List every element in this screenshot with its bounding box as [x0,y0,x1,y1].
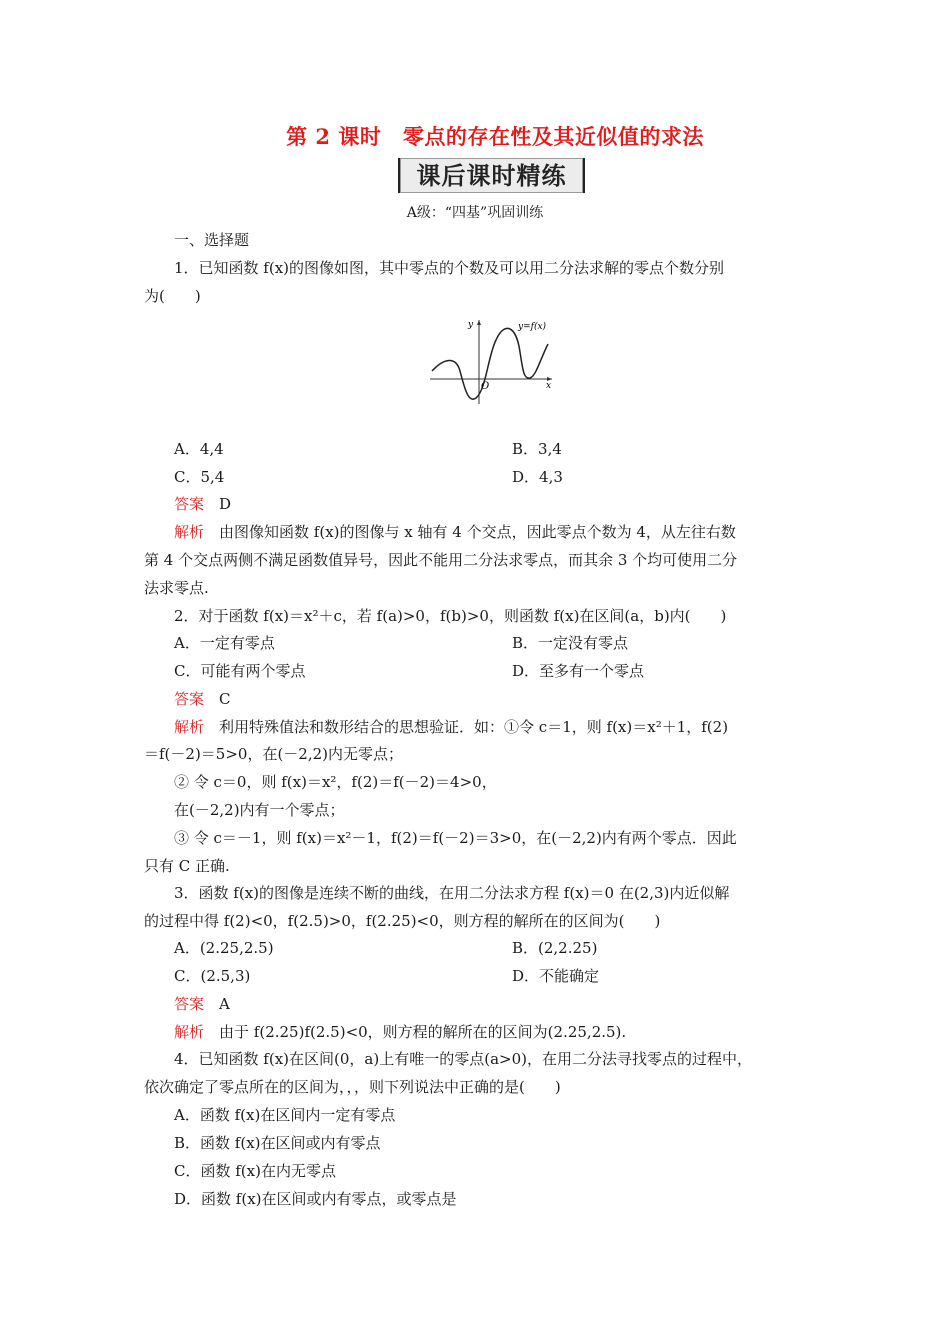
q1-answer [174,493,231,514]
q3-option-b: B．(2,2.25) [512,939,598,957]
q1-analysis [174,521,736,542]
q2-answer [174,688,231,709]
q1-option-c: C．5,4 [174,468,225,486]
q1-option-a: A．4,4 [174,440,224,458]
q2-stem: 2．对于函数 f(x)＝x²＋c，若 f(a)>0，f(b)>0，则函数 f(x)在区间(a，b)内( ) [174,607,727,625]
x-label: x [546,381,552,391]
q3-option-d: D．不能确定 [512,967,600,985]
q2-analysis-line2: ＝f(－2)＝5>0，在(－2,2)内无零点； [144,745,404,763]
q3-stem: 3．函数 f(x)的图像是连续不断的曲线，在用二分法求方程 f(x)＝0 在(2,3)内近似解 [174,884,730,902]
analysis-text: 由图像知函数 f(x)的图像与 x 轴有 4 个交点，因此零点个数为 4，从左往右数 [219,523,736,541]
y-label: y [468,320,474,330]
q4-option-c: C．函数 f(x)在内无零点 [174,1162,336,1180]
level-heading: A级：“四基”巩固训练 [406,205,544,221]
q2-analysis-line6: 只有 C 正确. [144,857,230,875]
q3-stem-cont: 的过程中得 f(2)<0，f(2.5)>0，f(2.25)<0，则方程的解所在的区间为( ) [144,912,661,930]
answer-value: A [219,995,230,1013]
q1-option-d: D．4,3 [512,468,563,486]
q2-analysis [174,716,728,737]
answer-label: 答案 [174,995,205,1013]
answer-label: 答案 [174,495,205,513]
analysis-label: 解析 [174,1023,205,1041]
q3-analysis [174,1021,626,1042]
q1-analysis-line2: 第 4 个交点两侧不满足函数值异号，因此不能用二分法求零点，而其余 3 个均可使用二分 [144,551,738,569]
analysis-text: 由于 f(2.25)f(2.5)<0，则方程的解所在的区间为(2.25,2.5). [219,1023,627,1041]
q2-analysis-line3: ② 令 c＝0，则 f(x)＝x²，f(2)＝f(－2)＝4>0， [174,773,497,791]
function-label: y=f(x) [518,322,547,332]
q2-option-a: A．一定有零点 [174,634,275,652]
q1-option-b: B．3,4 [512,440,562,458]
q4-option-b: B．函数 f(x)在区间或内有零点 [174,1134,381,1152]
answer-label: 答案 [174,690,205,708]
page-title: 第 2 课时 零点的存在性及其近似值的求法 [286,124,704,149]
q2-analysis-line4: 在(－2,2)内有一个零点； [174,801,345,819]
q2-option-b: B．一定没有零点 [512,634,629,652]
q2-option-c: C．可能有两个零点 [174,662,306,680]
analysis-label: 解析 [174,718,205,736]
function-curve [432,328,548,399]
q3-answer [174,993,230,1014]
q2-option-d: D．至多有一个零点 [512,662,645,680]
analysis-label: 解析 [174,523,205,541]
answer-value: D [219,495,232,513]
q4-option-d: D．函数 f(x)在区间或内有零点，或零点是 [174,1190,457,1208]
y-axis-arrow [477,320,481,325]
q3-option-a: A．(2.25,2.5) [174,939,274,957]
q2-analysis-line5: ③ 令 c＝－1，则 f(x)＝x²－1，f(2)＝f(－2)＝3>0，在(－2,2)内有两个零点．因此 [174,829,737,847]
section-heading: 一、选择题 [174,231,250,249]
q4-stem-cont: 依次确定了零点所在的区间为，，，则下列说法中正确的是( ) [144,1078,561,1096]
origin-label: O [481,381,490,392]
q3-option-c: C．(2.5,3) [174,967,251,985]
analysis-text: 利用特殊值法和数形结合的思想验证．如：①令 c＝1，则 f(x)＝x²＋1，f(2) [219,718,729,736]
q1-analysis-line3: 法求零点. [144,579,209,597]
q4-stem: 4．已知函数 f(x)在区间(0，a)上有唯一的零点(a>0)，在用二分法寻找零点的过程中， [174,1050,752,1068]
function-graph [426,316,556,406]
answer-value: C [219,690,231,708]
q1-stem-cont: 为( ) [144,287,201,305]
section-banner: 课后课时精练 [398,158,585,193]
q1-stem: 1．已知函数 f(x)的图像如图，其中零点的个数及可以用二分法求解的零点个数分别 [174,259,725,277]
q4-option-a: A．函数 f(x)在区间内一定有零点 [174,1106,396,1124]
